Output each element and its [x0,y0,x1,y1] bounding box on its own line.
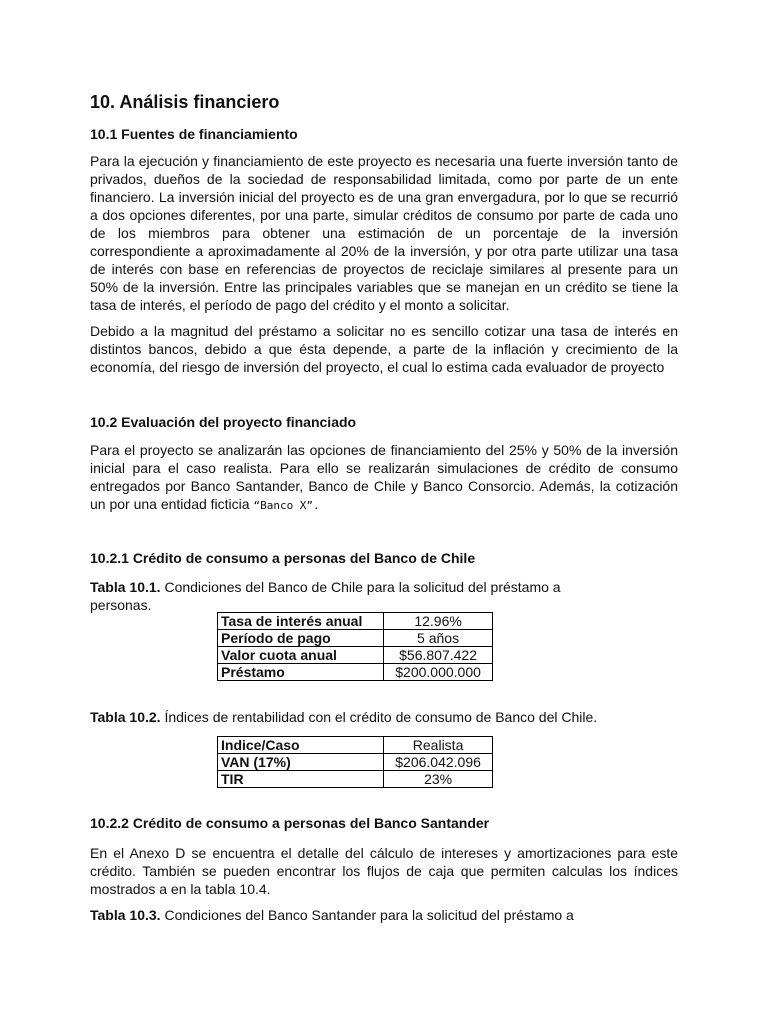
banco-x-text: “Banco X”. [253,499,320,512]
table-cell-value: $56.807.422 [384,647,493,664]
table-10-1-caption [90,578,570,614]
table-row [218,630,493,647]
paragraph-evaluacion-text: Para el proyecto se analizarán las opciones de financiamiento del 25% y 50% de la inversión inicial para el caso realista. Para ello se realizarán simulaciones de crédito de consumo entregados por Banco Santander, Banco de Chile y Banco Consorcio. Además, la cotización un por una entidad ficticia [90,442,678,512]
table-cell-value: Realista [384,737,493,754]
table-cell-label: VAN (17%) [218,754,384,771]
table-row [218,771,493,788]
table-cell-value: 12.96% [384,613,493,630]
heading-10-2-1: 10.2.1 Crédito de consumo a personas del Banco de Chile [90,550,476,566]
table-10-1 [217,612,493,681]
table-10-3-label: Tabla 10.3. [90,907,161,923]
heading-10-2-2: 10.2.2 Crédito de consumo a personas del Banco Santander [90,815,490,831]
table-cell-value: $206.042.096 [384,754,493,771]
table-row [218,737,493,754]
paragraph-santander: En el Anexo D se encuentra el detalle del cálculo de intereses y amortizaciones para este crédito. También se pueden encontrar los flujos de caja que permiten calculas los índices mostrados a en la tabla 10.4. [90,845,678,897]
table-10-2-caption-text: Índices de rentabilidad con el crédito de consumo de Banco del Chile. [160,709,598,725]
heading-10-1: 10.1 Fuentes de financiamiento [90,126,298,142]
paragraph-fuentes-1: Para la ejecución y financiamiento de este proyecto es necesaria una fuerte inversión tanto de privados, dueños de la sociedad de responsabilidad limitada, como por parte de un ente financiero. La inversión inicial del proyecto es de una gran envergadura, por lo que se recurrió a dos opciones diferentes, por una parte, simular créditos de consumo por parte de cada uno de los miembros para obtener una estimación de un porcentaje de la inversión correspondiente a aproximadamente al 20% de la inversión, y por otra parte utilizar una tasa de interés con base en referencias de proyectos de reciclaje similares al presente para un 50% de la inversión. Entre las principales variables que se manejan en un crédito se tiene la tasa de interés, el período de pago del crédito y el monto a solicitar. [90,153,678,313]
table-10-1-caption-text: Condiciones del Banco de Chile para la solicitud del préstamo a personas. [90,579,561,613]
section-title: 10. Análisis financiero [90,92,280,112]
table-row [218,664,493,681]
table-10-3-caption-text: Condiciones del Banco Santander para la solicitud del préstamo a [160,907,574,923]
table-10-2-label: Tabla 10.2. [90,709,161,725]
paragraph-evaluacion [90,441,678,515]
table-10-3-caption [90,906,678,924]
paragraph-fuentes-2: Debido a la magnitud del préstamo a solicitar no es sencillo cotizar una tasa de interés en distintos bancos, debido a que ésta depende, a parte de la inflación y crecimiento de la economía, del riesgo de inversión del proyecto, el cual lo estima cada evaluador de proyecto [90,323,678,375]
table-10-2 [217,736,493,788]
table-cell-label: Valor cuota anual [218,647,384,664]
table-cell-label: Tasa de interés anual [218,613,384,630]
table-cell-label: Préstamo [218,664,384,681]
table-cell-value: 5 años [384,630,493,647]
table-cell-label: Indice/Caso [218,737,384,754]
heading-10-2: 10.2 Evaluación del proyecto financiado [90,414,357,430]
table-row [218,647,493,664]
table-row [218,754,493,771]
table-10-1-label: Tabla 10.1. [90,579,161,595]
table-cell-value: 23% [384,771,493,788]
table-cell-label: TIR [218,771,384,788]
table-10-2-caption [90,708,678,726]
table-cell-value: $200.000.000 [384,664,493,681]
table-row [218,613,493,630]
table-cell-label: Período de pago [218,630,384,647]
